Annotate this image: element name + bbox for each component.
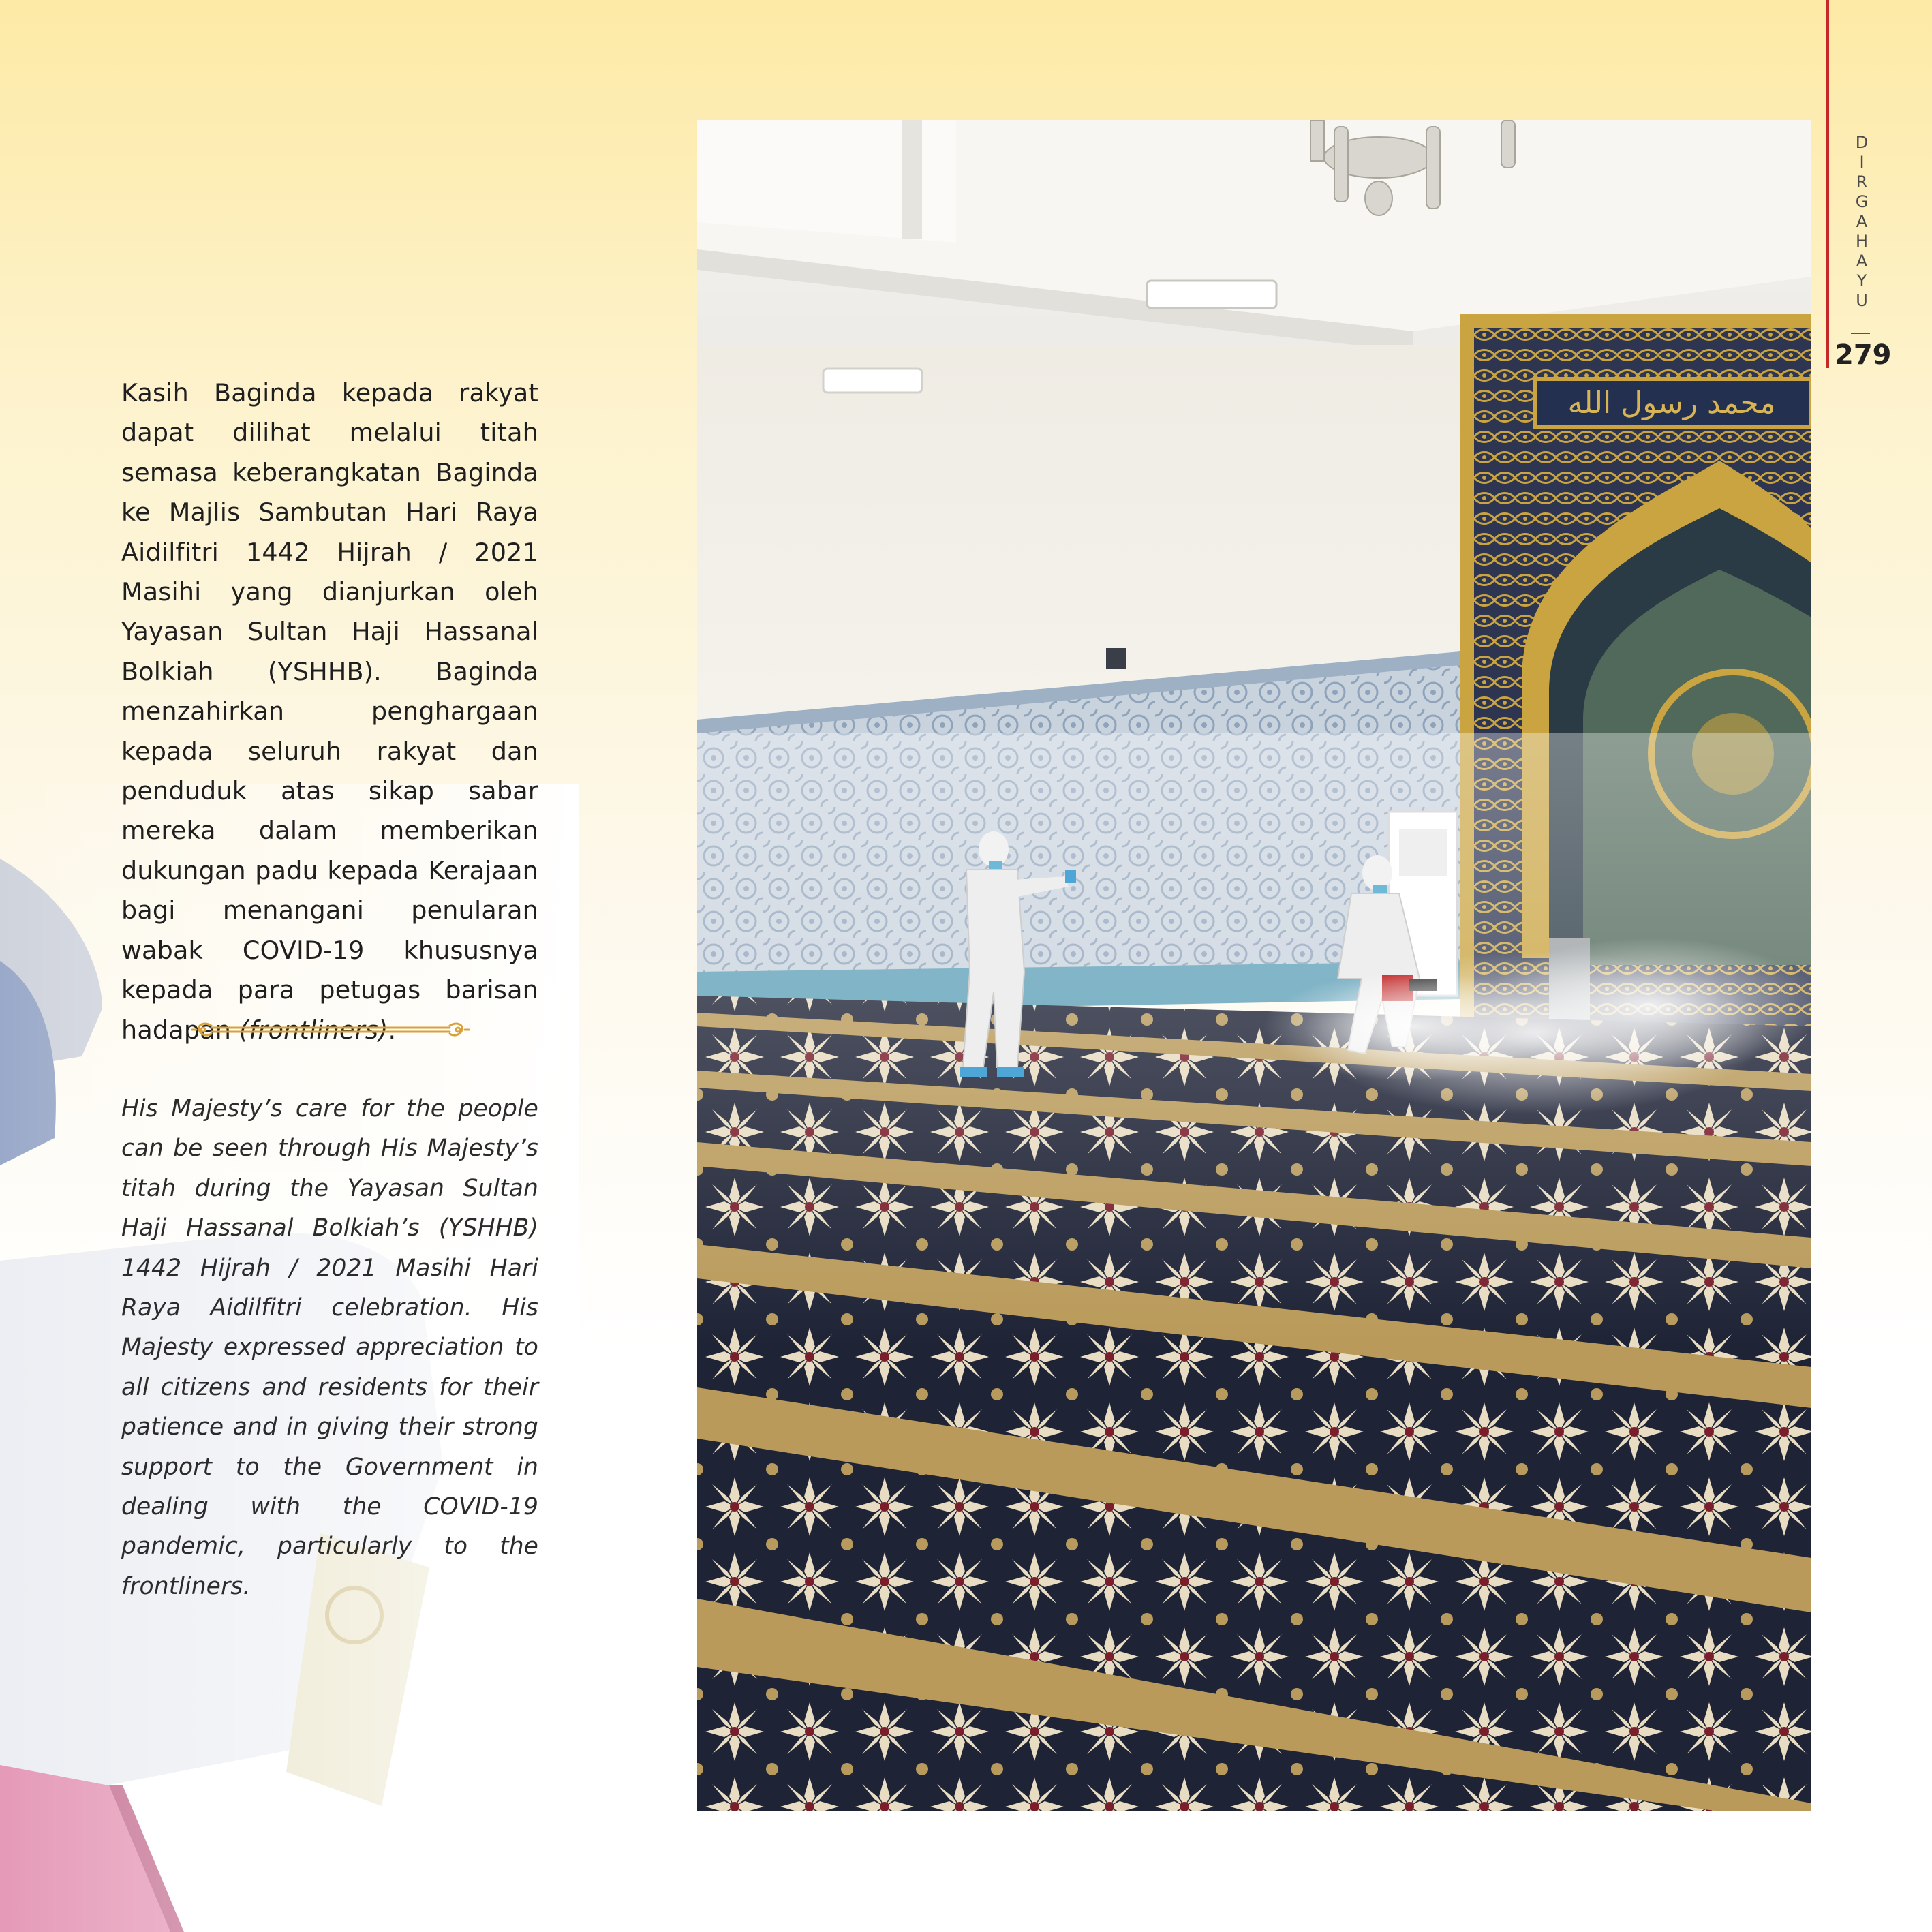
side-letter: D <box>1855 133 1869 152</box>
malay-paragraph <box>121 373 538 1050</box>
english-paragraph: His Majesty’s care for the people can be seen through His Majesty’s titah during the Yayasan Sultan Haji Hassanal Bolkiah’s (YSHHB) 1442 Hijrah / 2021 Masihi Hari Raya Aidilfitri celebration. His Majesty expressed appreciation to all citizens and residents for their patience and in giving their strong support to the Government in dealing with the COVID-19 pandemic, particularly to the frontliners. <box>121 1095 538 1600</box>
side-letter: A <box>1856 212 1868 231</box>
malay-text-end: . <box>388 1015 397 1045</box>
ornament-divider <box>191 1019 470 1041</box>
side-vertical-label <box>1848 133 1875 311</box>
side-letter: I <box>1859 153 1865 172</box>
page-number: 279 <box>1835 339 1892 371</box>
malay-text: Kasih Baginda kepada rakyat dapat dilihat melalui titah semasa keberangkatan Baginda ke Majlis Sambutan Hari Raya Aidilfitri 1442 Hijrah / 2021 Masihi yang dianjurkan oleh Yayasan Sultan Haji Hassanal Bolkiah (YSHHB). Baginda menzahirkan penghargaan kepada seluruh rakyat dan penduduk atas sikap sabar mereka dalam memberikan dukungan padu kepada Kerajaan bagi menangani penularan wabak COVID-19 khususnya kepada para petugas barisan hadapan <box>121 378 538 1045</box>
mosque-disinfection-photo <box>697 120 1811 1811</box>
side-letter: U <box>1856 291 1868 310</box>
side-dash <box>1851 333 1870 334</box>
side-letter: R <box>1856 172 1868 191</box>
page-edge-rule <box>1826 0 1829 368</box>
side-letter: Y <box>1856 271 1867 290</box>
malay-italic-term: (frontliners) <box>239 1015 388 1045</box>
side-letter: G <box>1855 192 1869 211</box>
side-letter: A <box>1856 251 1868 271</box>
side-letter: H <box>1855 232 1869 251</box>
svg-text:محمد رسول الله: محمد رسول الله <box>1567 386 1776 420</box>
